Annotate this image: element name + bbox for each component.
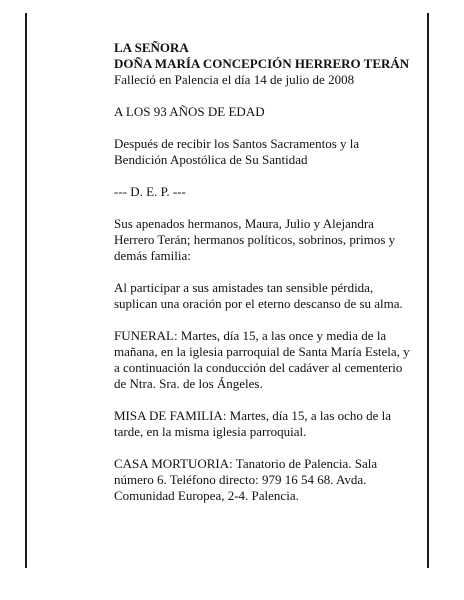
family-text: Sus apenados hermanos, Maura, Julio y Alejandra Herrero Terán; hermanos políticos, sobrinos, primos y demás familia:	[114, 216, 396, 263]
obituary-heading	[114, 40, 414, 72]
deceased-name: DOÑA MARÍA CONCEPCIÓN HERRERO TERÁN	[114, 56, 410, 71]
death-announcement: Falleció en Palencia el día 14 de julio de 2008	[114, 72, 355, 87]
obituary-notice	[114, 40, 414, 520]
family-mass-section	[114, 408, 414, 440]
funeral-text: FUNERAL: Martes, día 15, a las once y media de la mañana, en la iglesia parroquial de Santa María Estela, y a continuación la conducción del cadáver al cementerio de Ntra. Sra. de los Ángeles.	[114, 328, 410, 391]
age-text: A LOS 93 AÑOS DE EDAD	[114, 104, 265, 119]
funeral-section	[114, 328, 414, 392]
sacraments-section	[114, 136, 414, 168]
mortuary-text: CASA MORTUORIA: Tanatorio de Palencia. Sala número 6. Teléfono directo: 979 16 54 68. Avda. Comunidad Europea, 2-4. Palencia.	[114, 456, 378, 503]
dep-text: --- D. E. P. ---	[114, 184, 186, 199]
heading-title: LA SEÑORA	[114, 40, 189, 55]
mortuary-section	[114, 456, 414, 504]
left-border-rule	[25, 13, 27, 568]
age-section	[114, 104, 414, 120]
sacraments-text: Después de recibir los Santos Sacramentos y la Bendición Apostólica de Su Santidad	[114, 136, 360, 167]
request-text: Al participar a sus amistades tan sensible pérdida, suplican una oración por el eterno descanso de su alma.	[114, 280, 403, 311]
family-section	[114, 216, 414, 264]
right-border-rule	[427, 13, 429, 568]
dep-section	[114, 184, 414, 200]
family-mass-text: MISA DE FAMILIA: Martes, día 15, a las ocho de la tarde, en la misma iglesia parroquial.	[114, 408, 392, 439]
request-section	[114, 280, 414, 312]
